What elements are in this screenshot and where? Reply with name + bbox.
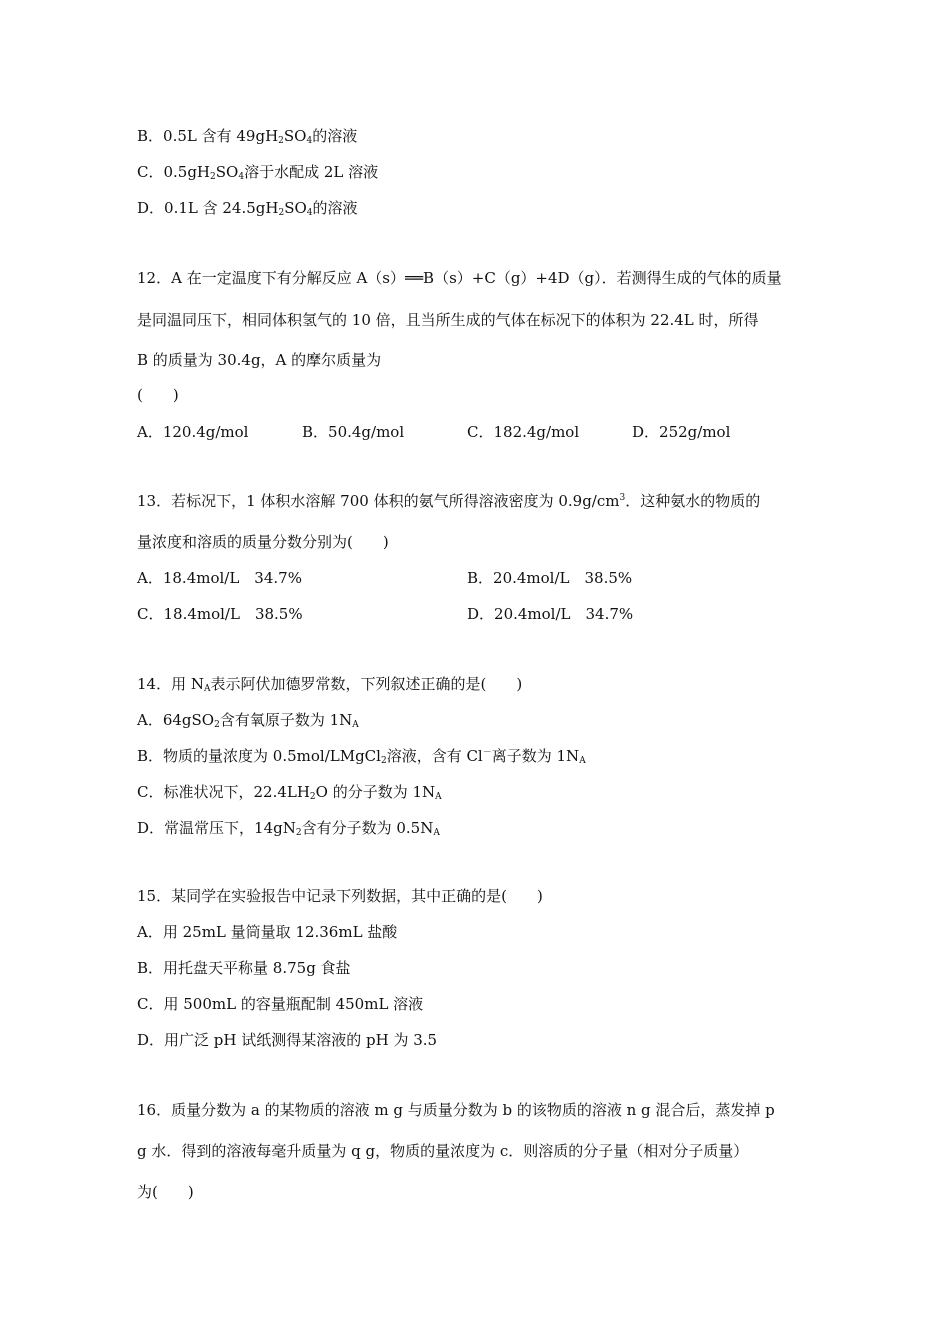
q11-option-d: D．0.1L 含 $24.5gH_2SO_4$的溶液	[137, 199, 358, 218]
q13-option-a: A．18.4mol/L 34.7%	[137, 569, 302, 587]
q14-option-a: A．64gSO$_2$含有氧原子数为 $1N_A$	[137, 711, 359, 730]
q12-option-a: A．120.4g/mol	[137, 423, 249, 441]
q13-option-c: C．18.4mol/L 38.5%	[137, 605, 303, 623]
q13-stem-line2: 量浓度和溶质的质量分数分别为( )	[137, 533, 389, 551]
q12-stem-line3: B 的质量为 30.4g，A 的摩尔质量为	[137, 351, 382, 369]
q12-option-d: D．252g/mol	[632, 423, 731, 441]
q15-option-a: A．用 25mL 量筒量取 12.36mL 盐酸	[137, 923, 398, 941]
q16-stem-line1: 16．质量分数为 a 的某物质的溶液 m g 与质量分数为 b 的该物质的溶液 n g 混合后，蒸发掉 p	[137, 1101, 775, 1119]
q14-option-d: D．常温常压下，$14gN_2$含有分子数为 $0.5N_A$	[137, 819, 440, 838]
q15-option-b: B．用托盘天平称量 8.75g 食盐	[137, 959, 351, 977]
q12-option-c: C．182.4g/mol	[467, 423, 580, 441]
q13-option-b: B．20.4mol/L 38.5%	[467, 569, 633, 587]
q13-stem-line1: 13．若标况下，1 体积水溶解 700 体积的氨气所得溶液密度为 $0.9g/cm^3$．这种氨水的物质的	[137, 492, 761, 510]
q12-answer-paren: ( )	[137, 386, 179, 404]
q14-option-c: C．标准状况下，$22.4LH_2O$ 的分子数为 $1N_A$	[137, 783, 442, 802]
q13-option-d: D．20.4mol/L 34.7%	[467, 605, 634, 623]
q15-option-d: D．用广泛 pH 试纸测得某溶液的 pH 为 3.5	[137, 1031, 438, 1049]
q15-option-c: C．用 500mL 的容量瓶配制 450mL 溶液	[137, 995, 424, 1013]
q12-option-b: B．50.4g/mol	[302, 423, 405, 441]
q16-stem-line3: 为( )	[137, 1183, 194, 1201]
q15-stem: 15．某同学在实验报告中记录下列数据，其中正确的是( )	[137, 887, 543, 905]
q12-stem-line2: 是同温同压下，相同体积氢气的 10 倍，且当所生成的气体在标况下的体积为 22.4L 时，所得	[137, 311, 759, 329]
q11-option-c: C．$0.5gH_2SO_4$溶于水配成 2L 溶液	[137, 163, 379, 182]
q14-option-b: B．物质的量浓度为 0.5mol/LMgCl$_2$溶液，含有 Cl－离子数为 $1N_A$	[137, 747, 586, 766]
q11-option-b: B．0.5L 含有 $49gH_2SO_4$的溶液	[137, 127, 358, 146]
q14-stem: 14．用 $N_A$表示阿伏加德罗常数，下列叙述正确的是( )	[137, 675, 523, 694]
q16-stem-line2: g 水．得到的溶液每毫升质量为 q g，物质的量浓度为 c．则溶质的分子量（相对分子质量）	[137, 1142, 749, 1160]
q12-stem-line1: 12．A 在一定温度下有分解反应 A（s）══B（s）+C（g）+4D（g）．若测得生成的气体的质量	[137, 269, 782, 287]
